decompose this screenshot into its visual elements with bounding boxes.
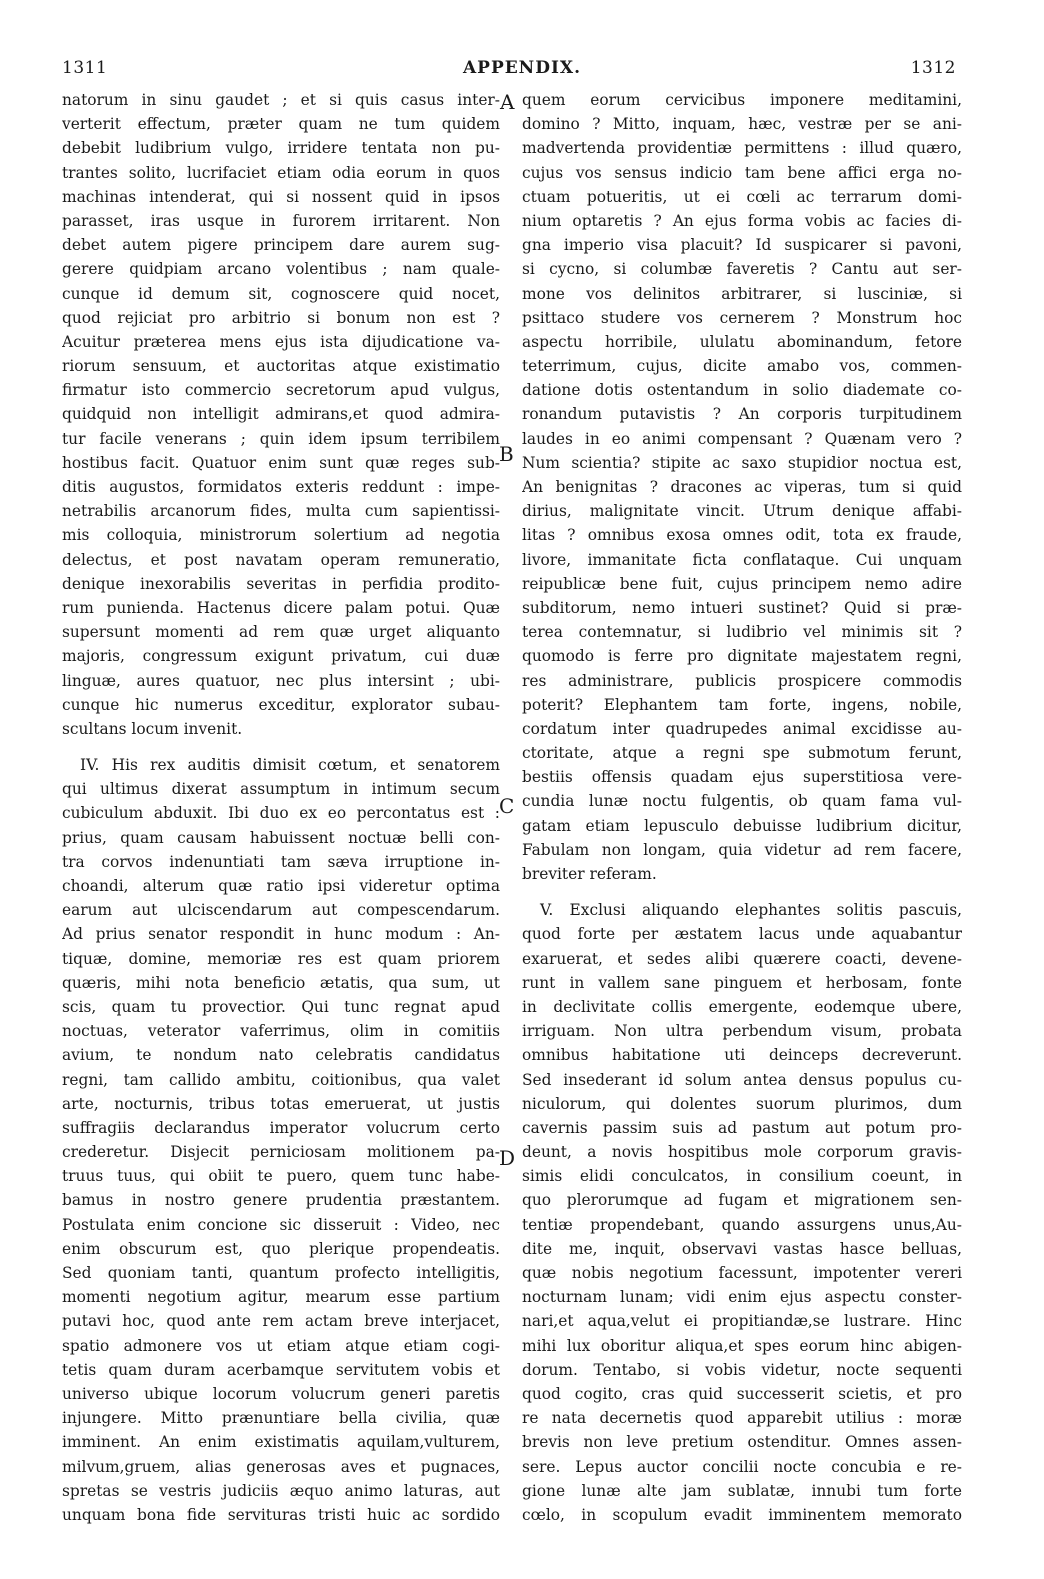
text-line: truus tuus, qui obiit te puero, quem tunc habe- (62, 1167, 500, 1186)
text-line: tiquæ, domine, memoriæ res est quam priorem (62, 949, 500, 968)
text-line: unquam bona fide servituras tristi huic ac sordido (62, 1505, 500, 1524)
text-line: imminent. An enim existimatis aquilam,vulturem, (62, 1433, 500, 1452)
text-line: simis elidi conculcatos, in consilium coeunt, in (522, 1167, 962, 1186)
text-line: natorum in sinu gaudet ; et si quis casus inter- (62, 91, 500, 109)
text-line: quod forte per æstatem lacus unde aquabantur (522, 925, 962, 944)
text-line: cundia lunæ noctu fulgentis, ob quam fama vul- (522, 792, 962, 811)
text-line: brevis non leve pretium ostenditur. Omnes assen- (522, 1433, 962, 1452)
text-line: teterrimum, cujus, dicite amabo vos, commen- (522, 357, 962, 376)
text-line: poterit? Elephantem tam forte, ingens, nobile, (522, 695, 962, 714)
text-line: mihi lux oboritur aliqua,et spes eorum hinc abigen- (522, 1336, 962, 1355)
text-line: momenti negotium agitur, mearum esse partium (62, 1288, 500, 1307)
text-line: injungere. Mitto prænuntiare bella civilia, quæ (62, 1409, 500, 1428)
text-line: dite me, inquit, observavi vastas hasce belluas, (522, 1239, 962, 1258)
text-line: supersunt momenti ad rem quæ urget aliquanto (62, 623, 500, 642)
text-line: debebit ludibrium vulgo, irridere tentata non pu- (62, 139, 500, 158)
text-line: quidquid non intelligit admirans,et quod admira- (62, 405, 500, 424)
text-line: tentiæ propendebant, quando assurgens unus,Au- (522, 1215, 962, 1234)
text-line: V. Exclusi aliquando elephantes solitis pascuis, (540, 901, 962, 920)
text-line: prius, quam causam habuissent noctuæ belli con- (62, 828, 500, 847)
text-line: Sed insederant id solum antea densus populus cu- (522, 1070, 962, 1089)
text-line: Sed quoniam tanti, quantum profecto intelligitis, (62, 1264, 500, 1282)
text-line: bestiis offensis quadam ejus superstitiosa vere- (522, 768, 962, 787)
text-line: ctuam potueritis, ut ei cœli ac terrarum domi- (522, 187, 962, 206)
text-line: avium, te nondum nato celebratis candidatus (62, 1046, 500, 1065)
text-line: ditis augustos, formidatos exteris reddunt : impe- (62, 478, 500, 496)
text-line: scultans locum invenit. (62, 719, 243, 738)
text-line: cujus vos sensus indicio tam bene affici erga no- (522, 163, 962, 182)
text-line: Fabulam non longam, quia videtur ad rem facere, (522, 840, 962, 859)
paragraph-gap (62, 741, 500, 753)
running-title: APPENDIX. (462, 58, 582, 78)
text-line: quod rejiciat pro arbitrio si bonum non est ? (62, 308, 500, 327)
text-line: trantes solito, lucrifaciet etiam odia eorum in quos (62, 163, 500, 182)
text-line: arte, nocturnis, tribus totas emeruerat, ut justis (62, 1094, 500, 1113)
text-line: parasset, iras usque in furorem irritarent. Non (62, 211, 500, 230)
text-line: livore, immanitate ficta conflataque. Cui unquam (522, 550, 962, 569)
text-line: linguæ, aures quatuor, nec plus intersint ; ubi- (62, 671, 500, 690)
text-line: cordatum inter quadrupedes animal excidisse au- (522, 719, 962, 738)
text-line: mone vos delinitos arbitrarer, si lusciniæ, si (522, 284, 962, 303)
text-line: enim obscurum est, quo plerique propendeatis. (62, 1239, 500, 1258)
text-line: An benignitas ? dracones ac viperas, tum si quid (522, 478, 962, 496)
text-line: hostibus facit. Quatuor enim sunt quæ reges sub- (62, 453, 500, 472)
text-line: scis, quam tu provectior. Qui tunc regnat apud (62, 997, 500, 1016)
right-column (522, 88, 962, 1527)
text-line: cunque hic numerus exceditur, explorator subau- (62, 695, 500, 714)
text-line: choandi, alterum quæ ratio ipsi videretur optima (62, 877, 500, 895)
text-line: machinas intenderat, qui si nossent quid in ipsos (62, 187, 500, 206)
text-line: quod cogito, cras quid successerit scietis, et pro (522, 1384, 962, 1403)
margin-marker-b: B (499, 442, 514, 466)
text-line: crederetur. Disjecit perniciosam molitionem pa- (62, 1143, 500, 1162)
text-line: regni, tam callido ambitu, coitionibus, qua valet (62, 1070, 500, 1089)
text-line: netrabilis arcanorum fides, multa cum sapientissi- (62, 502, 500, 521)
text-line: datione dotis ostentandum in solio diademate co- (522, 381, 962, 400)
text-line: in declivitate collis emergente, eodemque ubere, (522, 997, 962, 1016)
text-line: milvum,gruem, alias generosas aves et pugnaces, (62, 1457, 500, 1476)
column-number-left: 1311 (62, 58, 108, 78)
text-line: riorum sensuum, et auctoritas atque existimatio (62, 357, 500, 376)
text-line: universo ubique locorum volucrum generi paretis (62, 1384, 500, 1403)
text-line: spretas se vestris judiciis æquo animo laturas, aut (62, 1481, 500, 1500)
column-number-right: 1312 (910, 58, 956, 78)
text-line: verterit effectum, præter quam ne tum quidem (62, 115, 500, 134)
text-line: nium optaretis ? An ejus forma vobis ac facies di- (522, 211, 962, 230)
text-line: cunque id demum sit, cognoscere quid nocet, (62, 284, 500, 303)
text-line: majoris, congressum exigunt privatum, cui duæ (62, 647, 500, 666)
text-line: suffragiis declarandus imperator volucrum certo (62, 1118, 500, 1137)
text-line: domino ? Mitto, inquam, hæc, vestræ per se ani- (522, 115, 962, 134)
text-line: res administrare, publicis prospicere commodis (522, 671, 962, 690)
left-column (62, 88, 500, 1527)
text-line: delectus, et post navatam operam remuneratio, (62, 550, 500, 569)
text-line: runt in vallem sane pinguem et herbosam, fonte (522, 973, 962, 992)
text-line: cœlo, in scopulum evadit imminentem memorato (522, 1505, 962, 1524)
text-line: nocturnam lunam; vidi enim ejus aspectu conster- (522, 1288, 962, 1307)
paragraph-gap (522, 886, 962, 898)
text-line: IV. His rex auditis dimisit cœtum, et senatorem (80, 756, 500, 775)
text-line: bamus in nostro genere prudentia præstantem. (62, 1191, 500, 1210)
text-line: exaruerat, et sedes alibi quærere coacti, devene- (522, 949, 962, 968)
text-line: gatam etiam lepusculo debuisse ludibrium dicitur, (522, 816, 962, 835)
text-line: omnibus habitatione uti deinceps decreverunt. (522, 1046, 962, 1065)
text-line: Ad prius senator respondit in hunc modum : An- (62, 925, 500, 944)
text-line: quomodo is ferre pro dignitate majestatem regni, (522, 647, 962, 666)
text-line: niculorum, qui dolentes suorum plurimos, dum (522, 1094, 962, 1113)
text-line: noctuas, veterator vaferrimus, olim in comitiis (62, 1022, 500, 1041)
text-line: breviter referam. (522, 865, 657, 883)
text-line: si cycno, si columbæ faveretis ? Cantu aut ser- (522, 260, 962, 279)
text-line: Acuitur præterea mens ejus ista dijudicatione va- (62, 332, 500, 351)
text-line: quæris, mihi nota beneficio ætatis, qua sum, ut (62, 973, 500, 992)
text-line: Postulata enim concione sic disseruit : Video, nec (62, 1215, 500, 1234)
text-line: quæ nobis negotium facessunt, impotenter vereri (522, 1264, 962, 1282)
text-line: gione lunæ alte jam sublatæ, innubi tum forte (522, 1481, 962, 1500)
margin-marker-c: C (499, 794, 515, 818)
text-line: Num scientia? stipite ac saxo stupidior noctua est, (522, 453, 962, 472)
text-line: rum punienda. Hactenus dicere palam potui. Quæ (62, 598, 500, 617)
text-line: ronandum putavistis ? An corporis turpitudinem (522, 405, 962, 424)
text-line: ctoritate, atque a regni spe submotum ferunt, (522, 744, 962, 763)
text-line: gerere quidpiam arcano volentibus ; nam quale- (62, 260, 500, 279)
text-line: sere. Lepus auctor concilii nocte concubia e re- (522, 1457, 962, 1476)
text-line: earum aut ulciscendarum aut compescendarum. (62, 901, 500, 920)
margin-marker-a: A (500, 90, 515, 114)
text-line: putavi hoc, quod ante rem actam breve interjacet, (62, 1312, 500, 1331)
text-line: terea contemnatur, si ludibrio vel minimis sit ? (522, 623, 962, 642)
text-line: dorum. Tentabo, si vobis videtur, nocte sequenti (522, 1360, 962, 1379)
text-line: debet autem pigere principem dare aurem sug- (62, 236, 500, 255)
text-line: reipublicæ bene fuit, cujus principem nemo adire (522, 574, 962, 593)
text-line: deunt, a novis hospitibus mole corporum gravis- (522, 1143, 962, 1162)
text-line: dirius, malignitate vincit. Utrum denique affabi- (522, 502, 962, 521)
text-line: mis colloquia, ministrorum solertium ad negotia (62, 526, 500, 545)
margin-marker-d: D (499, 1146, 516, 1170)
text-line: cubiculum abduxit. Ibi duo ex eo percontatus est : (62, 804, 500, 823)
text-line: litas ? omnibus exosa omnes odit, tota ex fraude, (522, 526, 962, 545)
text-line: irriguam. Non ultra perbendum visum, probata (522, 1022, 962, 1041)
text-line: spatio admonere vos ut etiam atque etiam cogi- (62, 1336, 500, 1355)
text-line: tur facile venerans ; quin idem ipsum terribilem (62, 429, 500, 448)
text-line: quem eorum cervicibus imponere meditamini, (522, 91, 962, 109)
text-line: firmatur isto commercio secretorum apud vulgus, (62, 381, 500, 400)
text-line: denique inexorabilis severitas in perfidia prodito- (62, 574, 500, 593)
text-line: quo plerorumque ad fugam et migrationem sen- (522, 1191, 962, 1210)
text-line: aspectu horribile, ululatu abominandum, fetore (522, 332, 962, 351)
text-line: nari,et aqua,velut ei propitiandæ,se lustrare. Hinc (522, 1312, 962, 1331)
text-line: cavernis passim suis ad pastum aut potum pro- (522, 1118, 962, 1137)
text-line: psittaco studere vos cernerem ? Monstrum hoc (522, 308, 962, 327)
text-line: laudes in eo animi compensant ? Quænam vero ? (522, 429, 962, 448)
text-line: madvertenda providentiæ permittens : illud quæro, (522, 139, 962, 158)
text-line: tra corvos indenuntiati tam sæva irruptione in- (62, 852, 500, 871)
text-line: gna imperio visa placuit? Id suspicarer si pavoni, (522, 236, 962, 255)
text-line: qui ultimus dixerat assumptum in intimum secum (62, 780, 500, 799)
text-line: subditorum, nemo intueri sustinet? Quid si præ- (522, 598, 962, 617)
text-line: tetis quam duram acerbamque servitutem vobis et (62, 1360, 500, 1379)
text-line: re nata decernetis quod apparebit utilius : moræ (522, 1409, 962, 1428)
